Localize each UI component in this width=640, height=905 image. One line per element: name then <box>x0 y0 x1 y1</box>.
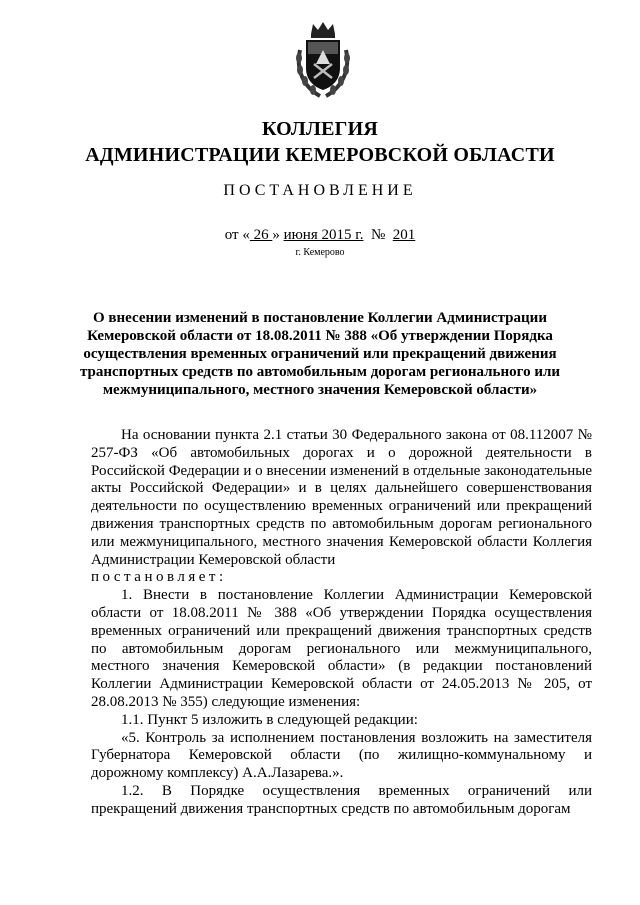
document-type: ПОСТАНОВЛЕНИЕ <box>223 182 417 199</box>
org-title-line1: КОЛЛЕГИЯ <box>261 118 379 140</box>
date-mid: » <box>272 227 284 243</box>
date-day: 26 <box>249 227 273 243</box>
item-1-1-text-paragraph: «5. Контроль за исполнением постановления возложить на заместителя Губернатора Кемеровской области (по жилищно-коммунальному и дорожному комплексу) А.А.Лазарева.». <box>91 729 592 782</box>
preamble-paragraph: На основании пункта 2.1 статьи 30 Федерального закона от 08.112007 № 257-ФЗ «Об автомобильных дорогах и о дорожной деятельности в Российской Федерации и о внесении изменений в отдельные законодательные акты Российской Федерации» и в целях дальнейшего совершенствования деятельности по осуществлению временных ограничений или прекращений движения транспортных средств по автомобильным дорогам регионального или межмуниципального, местного значения Кемеровской области Коллегия Администрации Кемеровской области <box>91 427 592 568</box>
document-body <box>91 427 592 819</box>
document-number: 201 <box>392 227 416 243</box>
date-number-line <box>0 227 640 244</box>
document-title: О внесении изменений в постановление Коллегии Администрации Кемеровской области от 18.08.2011 № 388 «Об утверждении Порядка осуществления временных ограничений или прекращений движения транспортных средств по автомобильным дорогам регионального или межмуниципального, местного значения Кемеровской области» <box>79 310 561 398</box>
date-prefix: от « <box>224 227 250 243</box>
date-month-year: июня 2015 г. <box>283 227 364 243</box>
number-prefix: № <box>370 227 386 243</box>
city: г. Кемерово <box>295 247 345 258</box>
org-title-line2: АДМИНИСТРАЦИИ КЕМЕРОВСКОЙ ОБЛАСТИ <box>85 144 555 166</box>
resolves-word: постановляет: <box>91 569 227 586</box>
item-1-1-paragraph: 1.1. Пункт 5 изложить в следующей редакции: <box>121 711 418 728</box>
kemerovo-coat-of-arms-icon <box>294 20 352 100</box>
item-1-paragraph: 1. Внести в постановление Коллегии Администрации Кемеровской области от 18.08.2011 № 388 «Об утверждении Порядка осуществления временных ограничений или прекращений движения транспортных средств по автомобильным дорогам регионального или межмуниципального, местного значения Кемеровской области» (в редакции постановлений Коллегии Администрации Кемеровской области от 24.05.2013 № 205, от 28.08.2013 № 355) следующие изменения: <box>91 587 592 710</box>
item-1-2-paragraph: 1.2. В Порядке осуществления временных ограничений или прекращений движения транспортных средств по автомобильным дорогам <box>91 782 592 817</box>
